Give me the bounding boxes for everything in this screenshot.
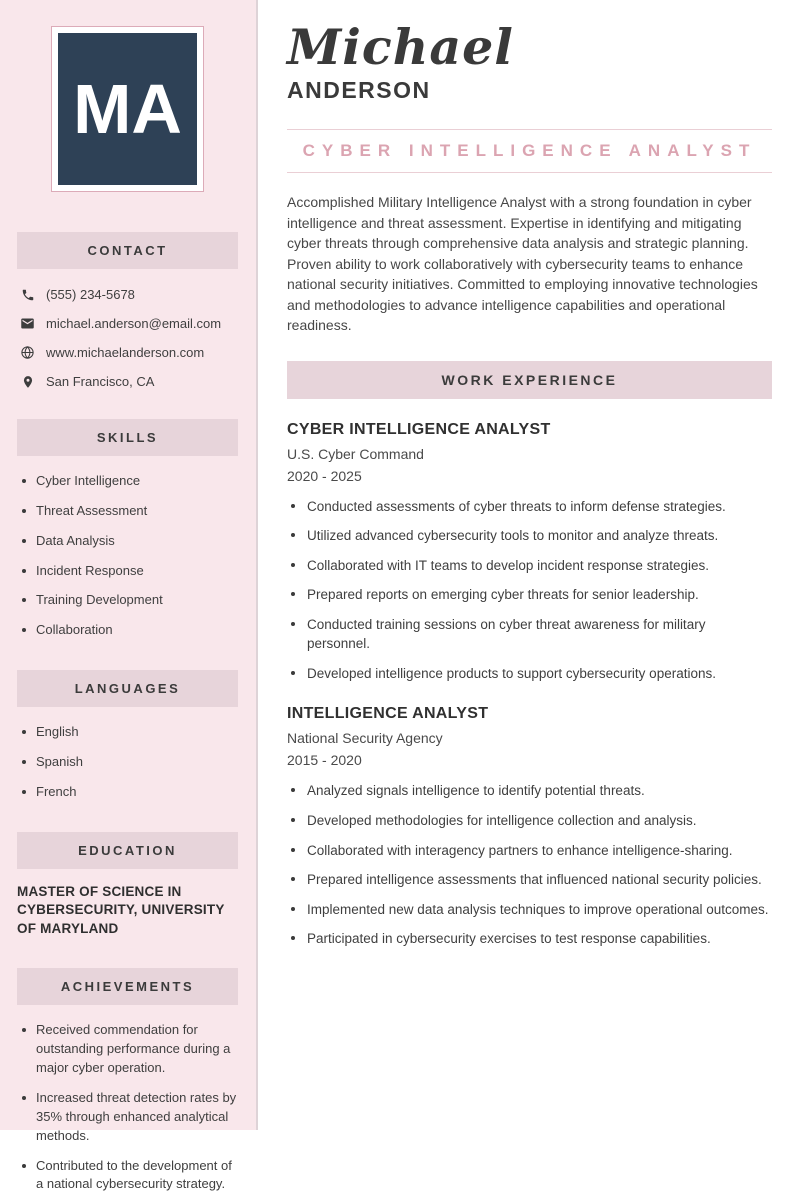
job-dates: 2020 - 2025 — [287, 467, 362, 484]
email-icon — [20, 316, 35, 331]
achievements-list — [17, 1021, 238, 1194]
achievement-item: Contributed to the development of a national cybersecurity strategy. — [20, 1157, 238, 1194]
work-experience-heading: WORK EXPERIENCE — [287, 361, 772, 399]
skill-item: Collaboration — [20, 621, 238, 640]
sidebar — [0, 0, 258, 1192]
achievement-item: Increased threat detection rates by 35% through enhanced analytical methods. — [20, 1089, 238, 1146]
skill-item: Threat Assessment — [20, 502, 238, 521]
job-bullets — [287, 781, 772, 948]
languages-heading: LANGUAGES — [17, 670, 238, 707]
languages-list — [17, 723, 238, 802]
job-bullet: Developed intelligence products to support cybersecurity operations. — [289, 664, 772, 684]
contact-item-text: San Francisco, CA — [46, 374, 155, 389]
location-icon — [20, 374, 35, 389]
contact-item-text: michael.anderson@email.com — [46, 316, 222, 331]
avatar-frame — [51, 26, 204, 192]
contact-heading: CONTACT — [17, 232, 238, 269]
job-title-main: CYBER INTELLIGENCE ANALYST — [302, 141, 757, 161]
achievements-heading: ACHIEVEMENTS — [17, 968, 238, 1005]
skills-heading: SKILLS — [17, 419, 238, 456]
job-bullet: Conducted training sessions on cyber threat awareness for military personnel. — [289, 615, 772, 654]
language-item: English — [20, 723, 238, 742]
job-bullet: Collaborated with interagency partners to enhance intelligence-sharing. — [289, 841, 772, 861]
job-bullet: Utilized advanced cybersecurity tools to monitor and analyze threats. — [289, 526, 772, 546]
job-company: U.S. Cyber Command — [287, 445, 424, 462]
last-name: ANDERSON — [287, 77, 431, 104]
job-bullet: Collaborated with IT teams to develop incident response strategies. — [289, 556, 772, 576]
skill-item: Data Analysis — [20, 532, 238, 551]
skill-item: Incident Response — [20, 562, 238, 581]
contact-item — [20, 345, 238, 360]
contact-item — [20, 316, 238, 331]
skills-list — [17, 472, 238, 640]
job-bullet: Analyzed signals intelligence to identify potential threats. — [289, 781, 772, 801]
job-title-banner — [287, 129, 772, 173]
language-item: French — [20, 783, 238, 802]
skills-section — [17, 419, 238, 640]
first-name: Michael — [287, 18, 514, 76]
contact-section — [17, 232, 238, 389]
education-section — [17, 832, 238, 939]
education-heading: EDUCATION — [17, 832, 238, 869]
job-entry — [287, 421, 772, 684]
contact-item — [20, 287, 238, 302]
job-bullet: Developed methodologies for intelligence collection and analysis. — [289, 811, 772, 831]
job-title: CYBER INTELLIGENCE ANALYST — [287, 420, 551, 438]
professional-summary: Accomplished Military Intelligence Analyst with a strong foundation in cyber intelligence and threat assessment. Expertise in identifying and mitigating cyber threats through comprehensive data analysis and strategic planning. Proven ability to work collaboratively with cybersecurity teams to enhance national security initiatives. Committed to employing innovative technologies and methodologies to advance intelligence capabilities and operational readiness. — [287, 194, 758, 334]
contact-item — [20, 374, 238, 389]
skill-item: Training Development — [20, 591, 238, 610]
languages-section — [17, 670, 238, 802]
achievements-section — [17, 968, 238, 1194]
globe-icon — [20, 345, 35, 360]
job-title: INTELLIGENCE ANALYST — [287, 705, 489, 723]
avatar: MA — [58, 33, 197, 185]
job-bullet: Participated in cybersecurity exercises to test response capabilities. — [289, 929, 772, 949]
job-bullet: Prepared intelligence assessments that influenced national security policies. — [289, 870, 772, 890]
achievement-item: Received commendation for outstanding performance during a major cyber operation. — [20, 1021, 238, 1078]
phone-icon — [20, 287, 35, 302]
main-column — [258, 0, 800, 1130]
language-item: Spanish — [20, 753, 238, 772]
contact-item-text: www.michaelanderson.com — [46, 345, 205, 360]
job-bullet: Implemented new data analysis techniques to improve operational outcomes. — [289, 900, 772, 920]
job-bullets — [287, 497, 772, 684]
job-bullet: Prepared reports on emerging cyber threats for senior leadership. — [289, 585, 772, 605]
job-bullet: Conducted assessments of cyber threats to inform defense strategies. — [289, 497, 772, 517]
job-entry — [287, 705, 772, 948]
contact-item-text: (555) 234-5678 — [46, 287, 135, 302]
contact-list — [17, 287, 238, 389]
job-dates: 2015 - 2020 — [287, 752, 362, 769]
skill-item: Cyber Intelligence — [20, 472, 238, 491]
job-company: National Security Agency — [287, 730, 443, 747]
education-degree: MASTER OF SCIENCE IN CYBERSECURITY, UNIVERSITY OF MARYLAND — [17, 883, 225, 936]
